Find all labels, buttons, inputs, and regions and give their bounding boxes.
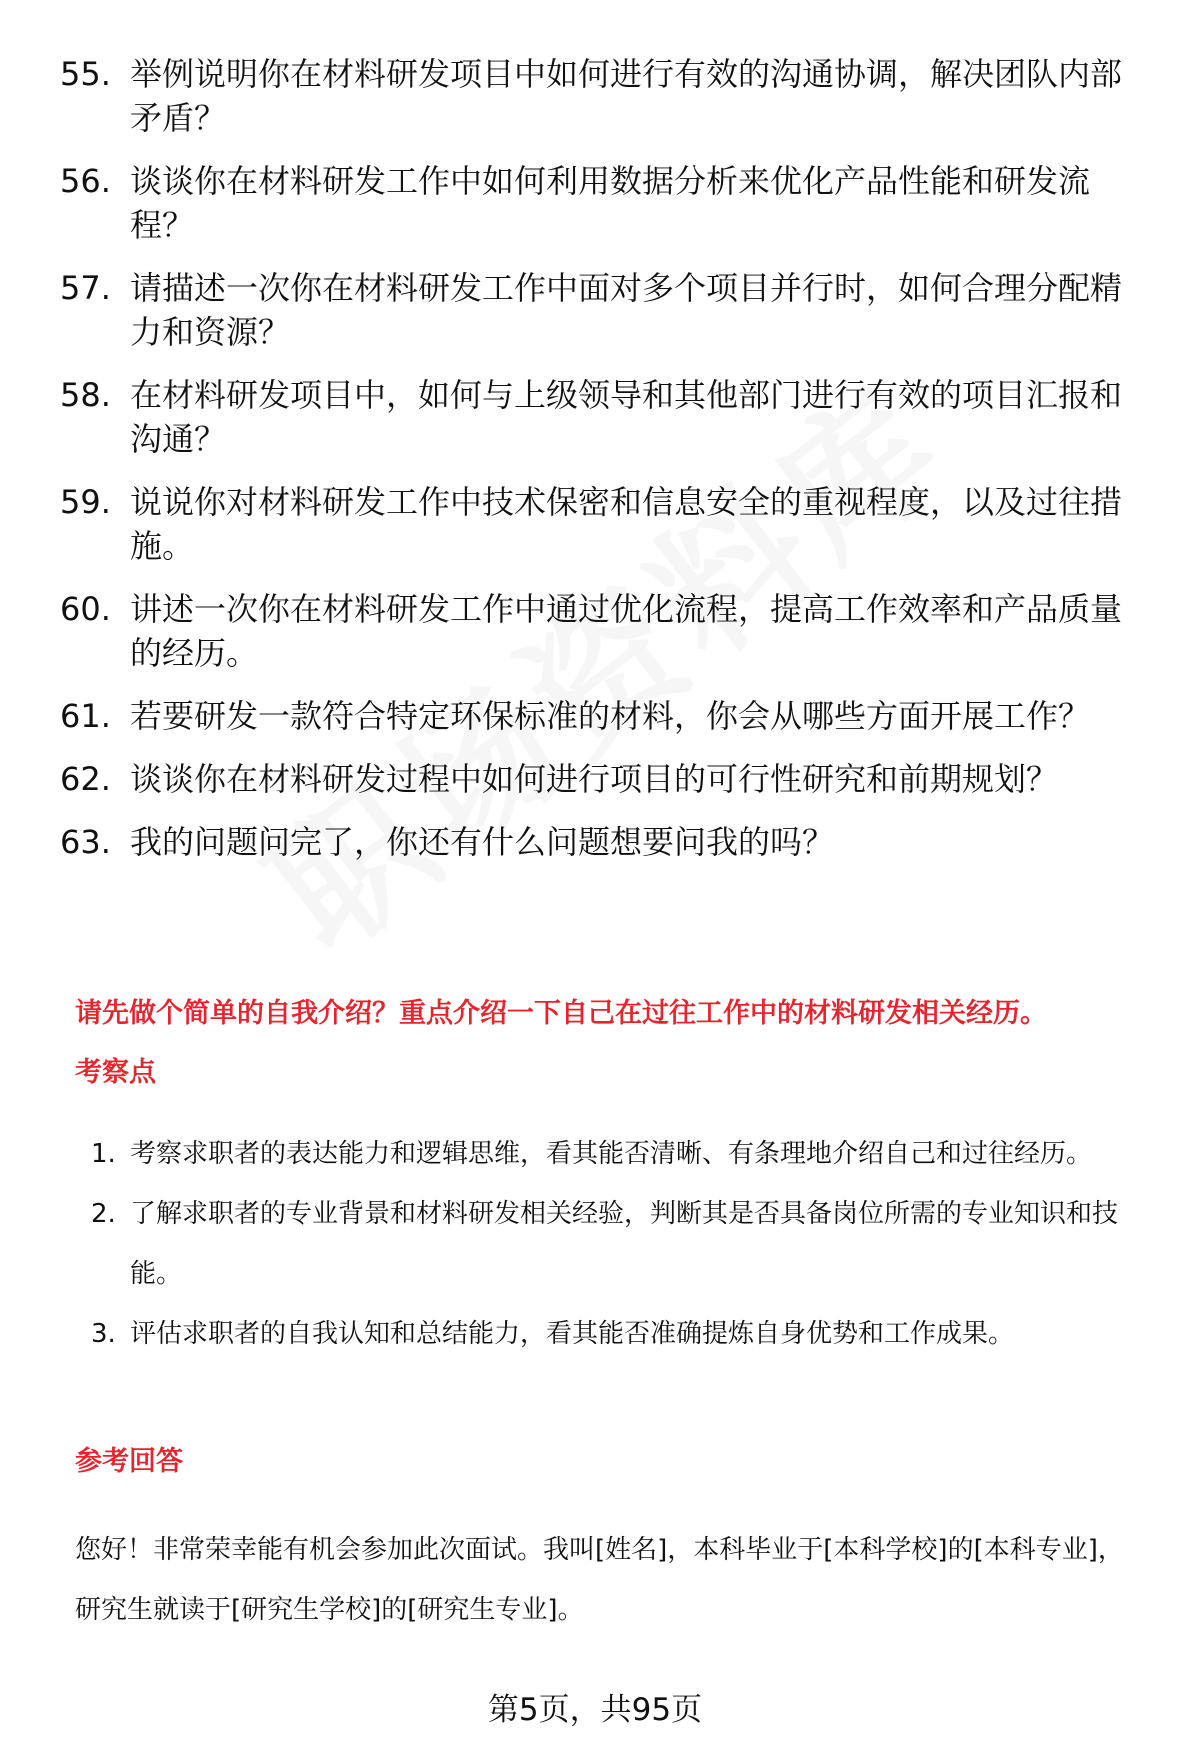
question-number: 59. (60, 483, 111, 521)
point-text: 评估求职者的自我认知和总结能力，看其能否准确提炼自身优势和工作成果。 (130, 1319, 1015, 1349)
point-number: 1. (91, 1139, 116, 1169)
question-text: 若要研发一款符合特定环保标准的材料，你会从哪些方面开展工作？ (130, 697, 1091, 735)
question-item (60, 266, 1150, 354)
point-number: 3. (91, 1319, 116, 1349)
page-footer: 第5页，共95页 (487, 1692, 703, 1728)
question-number: 57. (60, 269, 111, 307)
question-item (60, 373, 1150, 461)
question-text: 在材料研发项目中，如何与上级领导和其他部门进行有效的项目汇报和沟通？ (130, 376, 1123, 458)
question-item (60, 480, 1150, 568)
assessment-points (75, 1124, 1155, 1364)
question-number: 61. (60, 697, 111, 735)
question-number: 55. (60, 55, 111, 93)
question-item (60, 587, 1150, 675)
question-number: 58. (60, 376, 111, 414)
question-list (60, 52, 1150, 883)
question-text: 请描述一次你在材料研发工作中面对多个项目并行时，如何合理分配精力和资源？ (130, 269, 1123, 351)
question-number: 63. (60, 823, 111, 861)
point-text: 了解求职者的专业背景和材料研发相关经验，判断其是否具备岗位所需的专业知识和技能。 (130, 1199, 1119, 1289)
question-number: 56. (60, 162, 111, 200)
assessment-point (75, 1124, 1155, 1184)
question-item (60, 757, 1150, 801)
question-number: 60. (60, 590, 111, 628)
question-item (60, 820, 1150, 864)
reference-heading: 参考回答 (75, 1446, 183, 1477)
assessment-point (75, 1304, 1155, 1364)
question-text: 说说你对材料研发工作中技术保密和信息安全的重视程度，以及过往措施。 (130, 483, 1123, 565)
question-text: 讲述一次你在材料研发工作中通过优化流程，提高工作效率和产品质量的经历。 (130, 590, 1123, 672)
question-text: 谈谈你在材料研发过程中如何进行项目的可行性研究和前期规划？ (130, 760, 1059, 798)
question-item (60, 159, 1150, 247)
question-text: 举例说明你在材料研发项目中如何进行有效的沟通协调，解决团队内部矛盾？ (130, 55, 1123, 137)
assessment-point (75, 1184, 1155, 1304)
featured-question: 请先做个简单的自我介绍？重点介绍一下自己在过往工作中的材料研发相关经历。 (75, 998, 1047, 1029)
question-item (60, 694, 1150, 738)
question-text: 我的问题问完了，你还有什么问题想要问我的吗？ (130, 823, 835, 861)
assessment-heading: 考察点 (75, 1057, 156, 1088)
point-text: 考察求职者的表达能力和逻辑思维，看其能否清晰、有条理地介绍自己和过往经历。 (130, 1139, 1093, 1169)
reference-answer: 您好！非常荣幸能有机会参加此次面试。我叫[姓名]，本科毕业于[本科学校]的[本科专业]，研究生就读于[研究生学校]的[研究生专业]。 (75, 1535, 1124, 1625)
point-number: 2. (91, 1199, 116, 1229)
question-number: 62. (60, 760, 111, 798)
question-item (60, 52, 1150, 140)
question-text: 谈谈你在材料研发工作中如何利用数据分析来优化产品性能和研发流程？ (130, 162, 1091, 244)
